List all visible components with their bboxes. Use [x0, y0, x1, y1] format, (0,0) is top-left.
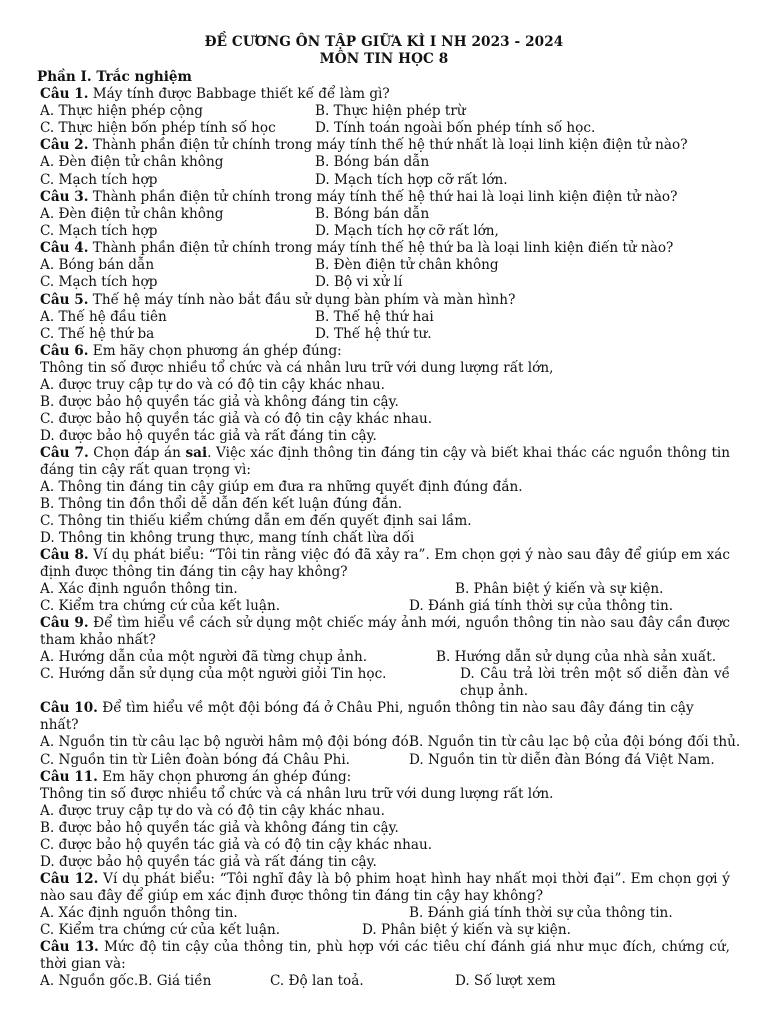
question-9: [0, 615, 768, 700]
option-b: B. Nguồn tin từ câu lạc bộ của đội bóng đối thủ.: [409, 734, 741, 751]
question-label: Câu 12.: [40, 870, 99, 887]
question-text: Mức độ tin cậy của thông tin, phù hợp với các tiêu chí đánh giá như mục đích, chứng cứ, thời gian và:: [40, 939, 730, 973]
question-stem: [0, 769, 768, 786]
option-c: C. Thông tin thiếu kiểm chứng dẫn em đến quyết định sai lầm.: [40, 512, 472, 529]
question-text: Để tìm hiểu về cách sử dụng một chiếc máy ảnh mới, nguồn thông tin nào sau đây cần được tham khảo nhất?: [40, 615, 731, 649]
question-stem: [0, 445, 768, 479]
option-c: C. Thế hệ thứ ba: [40, 325, 155, 342]
question-stem: [0, 871, 768, 905]
question-text-prefix: Chọn đáp án: [93, 444, 181, 461]
question-text: Thành phần điện tử chính trong máy tính thế hệ thứ nhất là loại linh kiện điện tử nào?: [92, 137, 688, 154]
question-7: [0, 445, 768, 547]
option-b: B. Phân biệt ý kiến và sự kiện.: [455, 580, 664, 597]
option-c: C. Thực hiện bốn phép tính số học: [40, 120, 276, 137]
option-a: A. Bóng bán dẫn: [40, 257, 155, 274]
question-stem: [0, 343, 768, 360]
document-subtitle: MÔN TIN HỌC 8: [319, 51, 449, 67]
question-text: Thế hệ máy tính nào bắt đầu sử dụng bàn phím và màn hình?: [92, 291, 516, 308]
question-stem: [0, 137, 768, 154]
option-b: B. Đèn điện tử chân không: [315, 257, 499, 274]
question-label: Câu 10.: [40, 700, 98, 717]
question-2: [0, 137, 768, 188]
question-label: Câu 5.: [40, 291, 89, 308]
option-d: D. Số lượt xem: [455, 973, 556, 990]
question-text: Máy tính được Babbage thiết kế để làm gì?: [92, 86, 390, 102]
question-stem: [0, 615, 768, 649]
option-b: B. được bảo hộ quyền tác giả và không đáng tin cậy.: [40, 393, 399, 410]
option-d: D. Bộ vi xử lí: [315, 274, 403, 291]
option-a: A. Nguồn tin từ câu lạc bộ người hâm mộ đội bóng đó.: [40, 734, 413, 751]
question-text: Ví dụ phát biểu: “Tôi nghĩ đây là bộ phim hoạt hình hay nhất mọi thời đại”. Em chọn gợi ý nào sau đây để giúp em xác định được thông tin đáng tin cậy hay không?: [40, 870, 730, 904]
option-c: C. Hướng dẫn sử dụng của một người giỏi Tin học.: [40, 666, 387, 683]
option-d: D. Thế hệ thứ tư.: [315, 325, 432, 342]
question-label: Câu 7.: [40, 444, 89, 461]
question-11: [0, 769, 768, 871]
question-text: Ví dụ phát biểu: “Tôi tin rằng việc đó đã xảy ra”. Em chọn gợi ý nào sau đây để giúp em xác định được thông tin đáng tin cậy hay không?: [40, 546, 730, 580]
option-d: D. Câu trả lời trên một số diễn đàn về chụp ảnh.: [460, 666, 730, 700]
question-premise: Thông tin số được nhiều tổ chức và cá nhân lưu trữ với dung lượng rất lớn.: [40, 785, 554, 802]
option-c: C. Độ lan toả.: [270, 973, 364, 990]
document-page: [0, 34, 768, 990]
question-1: [0, 86, 768, 137]
question-12: [0, 871, 768, 939]
section-heading: Phần I. Trắc nghiệm: [37, 69, 192, 85]
option-a: A. Xác định nguồn thông tin.: [40, 904, 238, 921]
question-stem: [0, 700, 768, 734]
emphasis-word: sai: [185, 444, 208, 461]
question-stem: [0, 240, 768, 257]
option-c: C. Mạch tích hợp: [40, 274, 158, 291]
question-13: [0, 939, 768, 990]
option-b: B. Bóng bán dẫn: [315, 205, 430, 222]
question-text: Em hãy chọn phương án ghép đúng:: [102, 768, 352, 785]
option-a: A. được truy cập tự do và có độ tin cậy khác nhau.: [40, 376, 385, 393]
option-b: B. Đánh giá tính thời sự của thông tin.: [409, 904, 673, 921]
question-stem: [0, 939, 768, 973]
option-c: C. được bảo hộ quyền tác giả và có độ tin cậy khác nhau.: [40, 836, 433, 853]
option-d: D. được bảo hộ quyền tác giả và rất đáng tin cậy.: [40, 853, 377, 870]
option-d: D. Phân biệt ý kiến và sự kiện.: [362, 922, 571, 938]
option-a: A. được truy cập tự do và có độ tin cậy khác nhau.: [40, 802, 385, 819]
option-a: A. Xác định nguồn thông tin.: [40, 580, 238, 597]
question-text: Thành phần điện tử chính trong máy tính thế hệ thứ hai là loại linh kiện điện tử nào?: [92, 188, 678, 205]
option-a: A. Thực hiện phép cộng: [40, 103, 203, 119]
option-d: D. Đánh giá tính thời sự của thông tin.: [409, 598, 674, 615]
question-text: Để tìm hiểu về một đội bóng đá ở Châu Phi, nguồn thông tin nào sau đây đáng tin cậy nhất?: [40, 700, 694, 734]
question-label: Câu 2.: [40, 137, 89, 154]
question-6: [0, 343, 768, 445]
question-3: [0, 189, 768, 240]
option-c: C. Mạch tích hợp: [40, 222, 158, 239]
question-stem: [0, 292, 768, 309]
question-stem: [0, 86, 768, 103]
question-label: Câu 4.: [40, 240, 89, 257]
option-c: C. Kiểm tra chứng cứ của kết luận.: [40, 598, 281, 615]
option-d: D. Tính toán ngoài bốn phép tính số học.: [315, 120, 596, 137]
question-label: Câu 1.: [40, 86, 89, 102]
question-label: Câu 13.: [40, 939, 99, 956]
option-a-b: A. Nguồn gốc.B. Giá tiền: [40, 973, 212, 990]
option-b: B. Thế hệ thứ hai: [315, 308, 434, 325]
option-d: D. Thông tin không trung thực, mang tính chất lừa dối: [40, 529, 415, 546]
option-d: D. Mạch tích hợp cỡ rất lớn.: [315, 171, 508, 188]
question-premise: Thông tin số được nhiều tổ chức và cá nhân lưu trữ với dung lượng rất lớn,: [40, 359, 554, 376]
question-text: Em hãy chọn phương án ghép đúng:: [92, 342, 342, 359]
document-title: ĐỀ CƯƠNG ÔN TẬP GIỮA KÌ I NH 2023 - 2024: [204, 34, 564, 50]
question-10: [0, 700, 768, 768]
option-c: C. Kiểm tra chứng cứ của kết luận.: [40, 922, 281, 938]
question-text: . Việc xác định thông tin đáng tin cậy và biết khai thác các nguồn thông tin đáng tin cậy rất quan trọng vì:: [40, 444, 731, 478]
question-text: Thành phần điện tử chính trong máy tính thế hệ thứ ba là loại linh kiện điến tử nào?: [92, 240, 674, 257]
option-a: A. Đèn điện tử chân không: [40, 154, 224, 171]
option-b: B. Thực hiện phép trừ: [315, 103, 466, 119]
option-c: C. Nguồn tin từ Liên đoàn bóng đá Châu Phi.: [40, 751, 350, 768]
question-stem: [0, 547, 768, 581]
option-c: C. được bảo hộ quyền tác giả và có độ tin cậy khác nhau.: [40, 410, 433, 427]
question-stem: [0, 189, 768, 206]
question-label: Câu 8.: [40, 546, 89, 563]
option-b: B. Thông tin đồn thổi dễ dẫn đến kết luận đúng đắn.: [40, 495, 403, 512]
question-label: Câu 6.: [40, 342, 89, 359]
option-a: A. Hướng dẫn của một người đã từng chụp ảnh.: [40, 649, 368, 666]
option-b: B. Bóng bán dẫn: [315, 154, 430, 171]
option-b: B. Hướng dẫn sử dụng của nhà sản xuất.: [436, 649, 717, 666]
question-label: Câu 11.: [40, 768, 98, 785]
question-label: Câu 3.: [40, 188, 89, 205]
option-d: D. Mạch tích hợ cỡ rất lớn,: [315, 222, 499, 239]
option-a: A. Đèn điện tử chân không: [40, 205, 224, 222]
question-5: [0, 292, 768, 343]
option-b: B. được bảo hộ quyền tác giả và không đáng tin cậy.: [40, 819, 399, 836]
question-4: [0, 240, 768, 291]
question-8: [0, 547, 768, 615]
option-d: D. Nguồn tin từ diễn đàn Bóng đá Việt Nam.: [409, 751, 715, 768]
option-a: A. Thông tin đáng tin cậy giúp em đưa ra những quyết định đúng đắn.: [40, 478, 523, 495]
option-c: C. Mạch tích hợp: [40, 171, 158, 188]
question-label: Câu 9.: [40, 615, 89, 632]
option-d: D. được bảo hộ quyền tác giả và rất đáng tin cậy.: [40, 427, 377, 444]
option-a: A. Thế hệ đầu tiên: [40, 308, 167, 325]
